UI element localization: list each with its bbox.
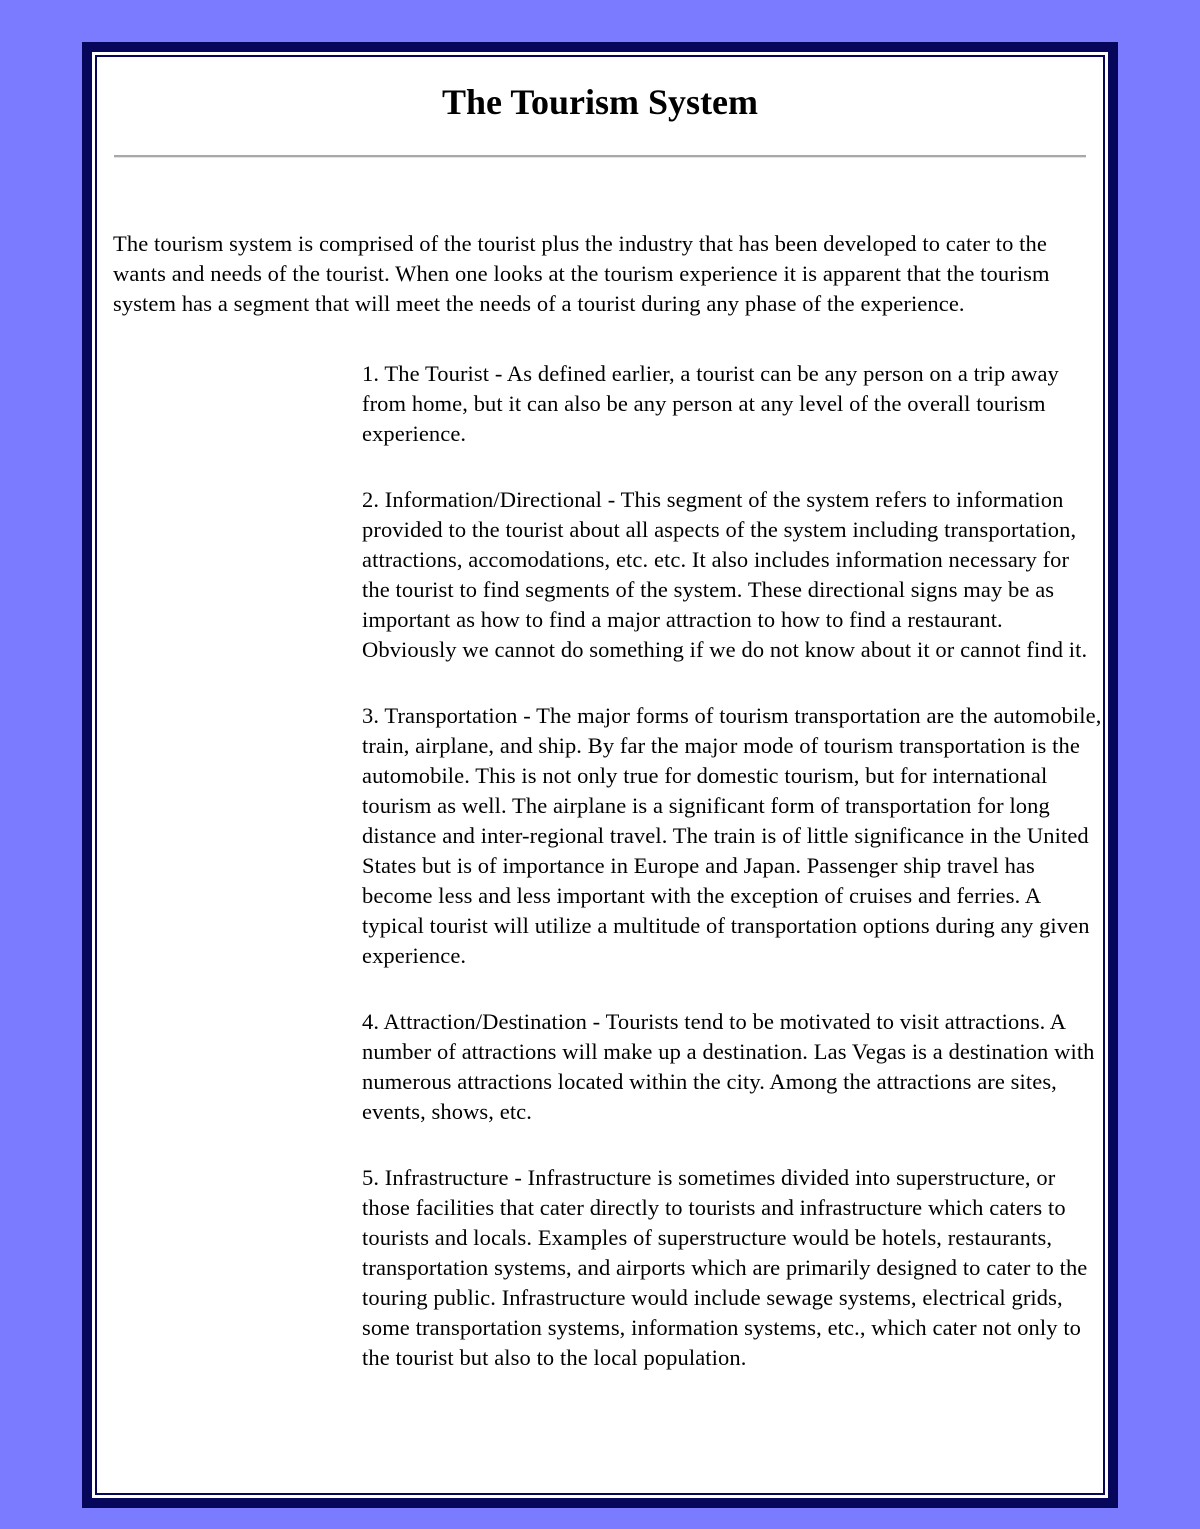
- segment-list: [362, 359, 1102, 1409]
- content-panel: [95, 55, 1105, 1495]
- intro-paragraph: The tourism system is comprised of the tourist plus the industry that has been developed to cater to the wants and needs of the tourist. When one looks at the tourism experience it is apparent that the tourism system has a segment that will meet the needs of a tourist during any phase of the experience.: [113, 231, 1050, 316]
- title-divider: [114, 155, 1086, 158]
- segment-tourist: 1. The Tourist - As defined earlier, a tourist can be any person on a trip away from home, but it can also be any person at any level of the overall tourism experience.: [362, 361, 1059, 446]
- segment-information-directional: 2. Information/Directional - This segment of the system refers to information provided to the tourist about all aspects of the system including transportation, attractions, accomodations, etc. etc. It also includes information necessary for the tourist to find segments of the system. These directional signs may be as important as how to find a major attraction to how to find a restaurant. Obviously we cannot do something if we do not know about it or cannot find it.: [362, 487, 1088, 662]
- page-frame: [82, 42, 1118, 1508]
- segment-transportation: 3. Transportation - The major forms of tourism transportation are the automobile, train, airplane, and ship. By far the major mode of tourism transportation is the automobile. This is not only true for domestic tourism, but for international tourism as well. The airplane is a significant form of transportation for long distance and inter-regional travel. The train is of little significance in the United States but is of importance in Europe and Japan. Passenger ship travel has become less and less important with the exception of cruises and ferries. A typical tourist will utilize a multitude of transportation options during any given experience.: [362, 703, 1102, 968]
- segment-attraction-destination: 4. Attraction/Destination - Tourists tend to be motivated to visit attractions. A number of attractions will make up a destination. Las Vegas is a destination with numerous attractions located within the city. Among the attractions are sites, events, shows, etc.: [362, 1009, 1095, 1124]
- frame-white-band: [92, 52, 1108, 1498]
- segment-infrastructure: 5. Infrastructure - Infrastructure is sometimes divided into superstructure, or those facilities that cater directly to tourists and infrastructure which caters to tourists and locals. Examples of superstructure would be hotels, restaurants, transportation systems, and airports which are primarily designed to cater to the touring public. Infrastructure would include sewage systems, electrical grids, some transportation systems, information systems, etc., which cater not only to the tourist but also to the local population.: [362, 1165, 1088, 1370]
- page-title: The Tourism System: [441, 82, 759, 122]
